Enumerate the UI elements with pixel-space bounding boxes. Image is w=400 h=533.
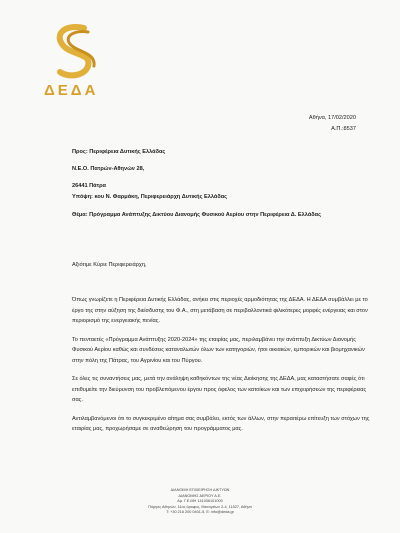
deda-swirl-icon (40, 22, 110, 82)
protocol-number: Α.Π.:8537 (331, 126, 356, 132)
paragraph: Το πενταετές «Πρόγραμμα Ανάπτυξης 2020-2024» της εταιρίας μας, περιλαμβάνει την ανάπτυξη Δικτύων Διανομής Φυσικού Αερίου καθώς και συνδέσεις καταναλωτών όλων των κατηγοριών, ήτοι οικιακών, εμπορικών και βιομηχανικών στην πόλη της Πάτρας, του Αγρινίου και του Πύργου. (72, 336, 365, 364)
footer-line: ΔΙΑΝΟΜΗΣ ΑΕΡΙΟΥ Α.Ε. (178, 493, 222, 498)
footer-line: ΔΙΑΝΟΜΗ ΕΠΙΧΕΙΡΗΣΗ ΔΙΚΤΥΩΝ (170, 488, 230, 492)
logo-wordmark: ΔΕΔΑ (44, 82, 99, 99)
salutation: Αξιότιμε Κύριε Περιφερειάρχη, (72, 262, 147, 268)
footer-line: Πύργος Αθηνών, 11ος όροφος, Μεσογείων 2-4, 11527, Αθήνα (148, 504, 252, 509)
footer-line: Τ: +30 216 200 0401-5, Ε: info@deda.gr (166, 510, 234, 515)
recipient-street: Ν.Ε.Ο. Πατρών-Αθηνών 28, (72, 166, 145, 172)
paragraph: Σε όλες τις συναντήσεις μας, μετά την ανάληψη καθηκόντων της νέας Διοίκησης της ΔΕΔΑ, μας καταστήσατε σαφές ότι επιθυμείτε την διεύρυνση του προβλεπόμενου έργου προς όφελος των κατοίκων και των επιχειρήσεων της περιφέρειας σας. (72, 376, 367, 403)
date-block (309, 113, 356, 135)
paragraph: Αντιλαμβανόμενοι ότι το συγκεκριμένο αίτημα σας συμβάλει, εκτός των άλλων, στην περαιτέρω επίτευξη των στόχων της εταιρίας μας, προχωρήσαμε σε αναθεώρηση του προγράμματος μας. (72, 415, 370, 432)
letter-body (72, 295, 372, 443)
recipient-to: Προς: Περιφέρεια Δυτικής Ελλάδας (72, 149, 166, 155)
recipient-postal: 26441 Πάτρα (72, 183, 106, 189)
paragraph: Όπως γνωρίζετε η Περιφέρεια Δυτικής Ελλάδας, ανήκει στις περιοχές αρμοδιότητας της ΔΕΔΑ. Η ΔΕΔΑ συμβάλλει με το έργο της στην αύξηση της διείσδυσης του Φ.Α., στη μετάβαση σε περιβαλλοντικά φιλικότερες μορφές ενέργειας και στον περιορισμό της ενεργειακής πενίας. (72, 297, 368, 324)
footer-line: Αρ. Γ.Ε.ΜΗ 141036101000 (177, 499, 223, 504)
letter-date: Αθήνα, 17/02/2020 (308, 115, 356, 121)
letter-footer (0, 488, 400, 516)
letter-subject: Θέμα: Πρόγραμμα Ανάπτυξης Δικτύου Διανομής Φυσικού Αερίου στην Περιφέρεια Δ. Ελλάδας (72, 212, 321, 218)
recipient-address (72, 147, 227, 203)
recipient-attention: Υπόψη: κου Ν. Φαρμάκη, Περιφερειάρχη Δυτικής Ελλάδας (72, 194, 228, 200)
